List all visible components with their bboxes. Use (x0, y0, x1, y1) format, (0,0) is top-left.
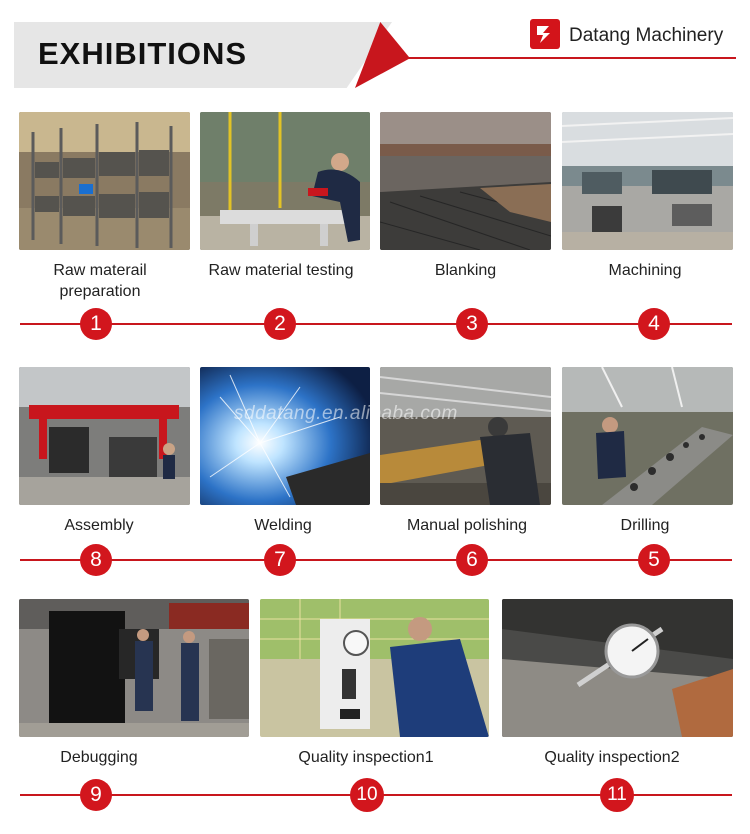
caption-step-7: Welding (254, 517, 312, 534)
caption-step-3: Blanking (434, 262, 497, 279)
caption-step-11: Quality inspection2 (544, 749, 680, 766)
step-badge-2: 2 (264, 308, 296, 340)
caption-step-10: Quality inspection1 (298, 749, 434, 766)
photo-assembly (19, 367, 190, 505)
caption-step-6: Manual polishing (406, 517, 528, 534)
caption-step-4: Machining (608, 262, 682, 279)
page-title: EXHIBITIONS (38, 36, 248, 71)
header-rule (390, 57, 736, 59)
photo-blanking (380, 112, 551, 250)
step-badge-5: 5 (638, 544, 670, 576)
photo-quality-inspection-1 (260, 599, 489, 737)
step-badge-6: 6 (456, 544, 488, 576)
timeline-rule-row1 (20, 323, 732, 325)
photo-raw-material-preparation (19, 112, 190, 250)
caption-step-1: Raw materail preparation (53, 262, 147, 300)
step-badge-7: 7 (264, 544, 296, 576)
photo-welding (200, 367, 370, 505)
step-badge-3: 3 (456, 308, 488, 340)
step-badge-11: 11 (600, 778, 634, 812)
step-badge-4: 4 (638, 308, 670, 340)
watermark-text: sddatang.en.alibaba.com (234, 403, 458, 424)
step-badge-9: 9 (80, 779, 112, 811)
brand-name: Datang Machinery (569, 25, 724, 46)
caption-step-9: Debugging (60, 749, 138, 766)
caption-step-2: Raw material testing (208, 262, 354, 279)
brand-logo-icon (530, 19, 560, 49)
photo-machining (562, 112, 733, 250)
caption-step-5: Drilling (620, 517, 670, 534)
photo-raw-material-testing (200, 112, 370, 250)
page-header (0, 0, 750, 92)
photo-quality-inspection-2 (502, 599, 733, 737)
photo-manual-polishing (380, 367, 551, 505)
step-badge-10: 10 (350, 778, 384, 812)
timeline-rule-row2 (20, 559, 732, 561)
step-badge-1: 1 (80, 308, 112, 340)
step-badge-8: 8 (80, 544, 112, 576)
photo-debugging (19, 599, 249, 737)
photo-drilling (562, 367, 733, 505)
caption-step-8: Assembly (64, 517, 134, 534)
